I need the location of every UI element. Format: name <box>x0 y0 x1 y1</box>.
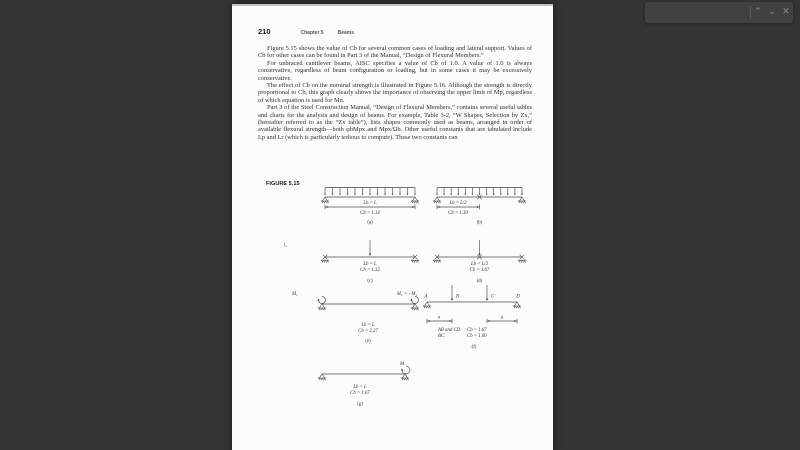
diagram-tag: (e) <box>365 339 371 344</box>
segment-label: BC: <box>438 334 446 339</box>
point-load-arrow <box>486 285 488 301</box>
diagram-tag: (a) <box>367 220 373 226</box>
chapter-label: Chapter 5 <box>300 30 324 36</box>
point-load-arrow <box>451 285 453 301</box>
diagram-tag: (b) <box>476 220 483 226</box>
cb-value-label: Cb = 1.32 <box>360 268 380 273</box>
span-length-label: Lb = L <box>361 323 375 328</box>
span-length-label: Lb = L <box>363 201 377 206</box>
moment-arrow-icon <box>401 366 410 374</box>
cb-value-label: Cb = 2.27 <box>358 329 378 334</box>
beam-diagram-d <box>433 240 526 284</box>
diagram-tag: (g) <box>357 402 363 407</box>
moment-arrow-icon <box>317 297 325 304</box>
pin-support-icon <box>318 304 326 310</box>
braced-support-icon <box>518 255 526 263</box>
find-previous-button chevron-up-icon[interactable]: ⌃ <box>751 3 765 22</box>
page-header <box>258 27 354 36</box>
paragraph: The effect of Cb on the nominal strength is illustrated in Figure 5.16. Although the strength is directly proportional to Cb, this graph clearly shows the importance of observing the upper limit of Mp, regardless of which equation is used for Mn. <box>258 82 532 104</box>
beam-diagram-b <box>433 188 526 226</box>
beam-diagram-g <box>318 362 410 407</box>
body-text <box>258 45 532 141</box>
cb-value-label: Cb = 1.67 <box>350 391 370 396</box>
braced-support-icon <box>433 255 441 263</box>
find-close-button close-icon[interactable]: ✕ <box>779 3 793 22</box>
dimension-label: a <box>500 315 504 321</box>
braced-support-icon <box>321 255 329 263</box>
margin-note: l₂ <box>284 243 288 248</box>
paragraph: Part 3 of the Steel Construction Manual, “Design of Flexural Members,” contains several useful tables and charts for the analysis and design of beams. For example, Table 3-2, “W Shapes, Selection by Zx,” (hereafter referred to as the “Zx table”), lists shapes commonly used as beams, arranged in order of available flexural strength—both φbMpx and Mpx/Ωb. Other useful constants that are tabulated include Lp and Lr (which is particularly tedious to compute). These two constants can <box>258 104 532 141</box>
pin-support-icon <box>423 302 431 308</box>
span-length-label: Lb = L/2 <box>470 262 489 267</box>
moment-label: M <box>400 362 404 367</box>
point-label-a: A <box>424 294 428 300</box>
paragraph: For unbraced cantilever beams, AISC specifies a value of Cb of 1.0. A value of 1.0 is always conservative, regardless of beam configuration or loading, but in some cases it may be excessively conservative. <box>258 59 532 82</box>
distributed-load-arrows <box>324 188 416 196</box>
span-length-label: Lb = L <box>353 385 367 390</box>
pin-support-icon <box>513 302 521 308</box>
document-page <box>232 4 553 450</box>
cb-value-label: Cb = 1.14 <box>360 211 380 216</box>
moment-label-right: M₂ = −M₁ <box>396 292 418 297</box>
figure-caption-label: FIGURE 5.15 <box>266 181 300 187</box>
diagram-tag: (c) <box>367 279 373 284</box>
beam-diagram-e <box>291 292 419 344</box>
beam-diagram-a <box>321 188 419 226</box>
point-load-arrow <box>369 240 371 256</box>
figure-5-15-diagrams <box>232 179 553 419</box>
moment-label-left: M₁ <box>292 292 298 297</box>
cb-value-label: Cb = 1.67 <box>469 268 490 273</box>
page-number: 210 <box>258 27 271 36</box>
moment-arrow-icon <box>410 297 418 304</box>
point-label-d: D <box>516 294 520 300</box>
beam-diagram-c <box>321 240 419 284</box>
pin-support-icon <box>401 374 409 380</box>
pin-support-icon <box>318 374 326 380</box>
point-label-c: C <box>491 294 495 300</box>
span-length-label: Lb = L <box>363 262 377 267</box>
find-input[interactable] <box>645 5 750 20</box>
pin-support-icon <box>411 304 419 310</box>
point-load-arrow <box>478 240 480 256</box>
diagram-tag: (d) <box>476 279 483 284</box>
pin-support-icon <box>321 197 329 203</box>
section-label: Beams <box>337 30 354 36</box>
segment-label: AB and CD: <box>438 328 462 333</box>
find-next-button chevron-down-icon[interactable]: ⌄ <box>765 3 779 22</box>
point-label-b: B <box>456 294 459 300</box>
pin-support-icon <box>411 197 419 203</box>
find-toolbar <box>645 2 793 23</box>
cb-value-label: Cb = 1.30 <box>448 211 468 216</box>
distributed-load-arrows <box>436 188 523 196</box>
cb-value-label: Cb = 1.00 <box>467 334 487 339</box>
paragraph: Figure 5.15 shows the value of Cb for several common cases of loading and lateral support. Values of Cb for other cases can be found in Part 3 of the Manual, “Design of Flexural Members.” <box>258 45 532 60</box>
diagram-tag: (f) <box>471 345 477 350</box>
pin-support-icon <box>433 197 441 203</box>
span-length-label: Lb = L/2 <box>449 201 467 206</box>
braced-support-icon <box>411 255 419 263</box>
beam-diagram-f <box>423 285 521 350</box>
cb-value-label: Cb = 1.67 <box>467 328 487 333</box>
dimension-label: a <box>437 315 441 321</box>
pin-support-icon <box>518 197 526 203</box>
